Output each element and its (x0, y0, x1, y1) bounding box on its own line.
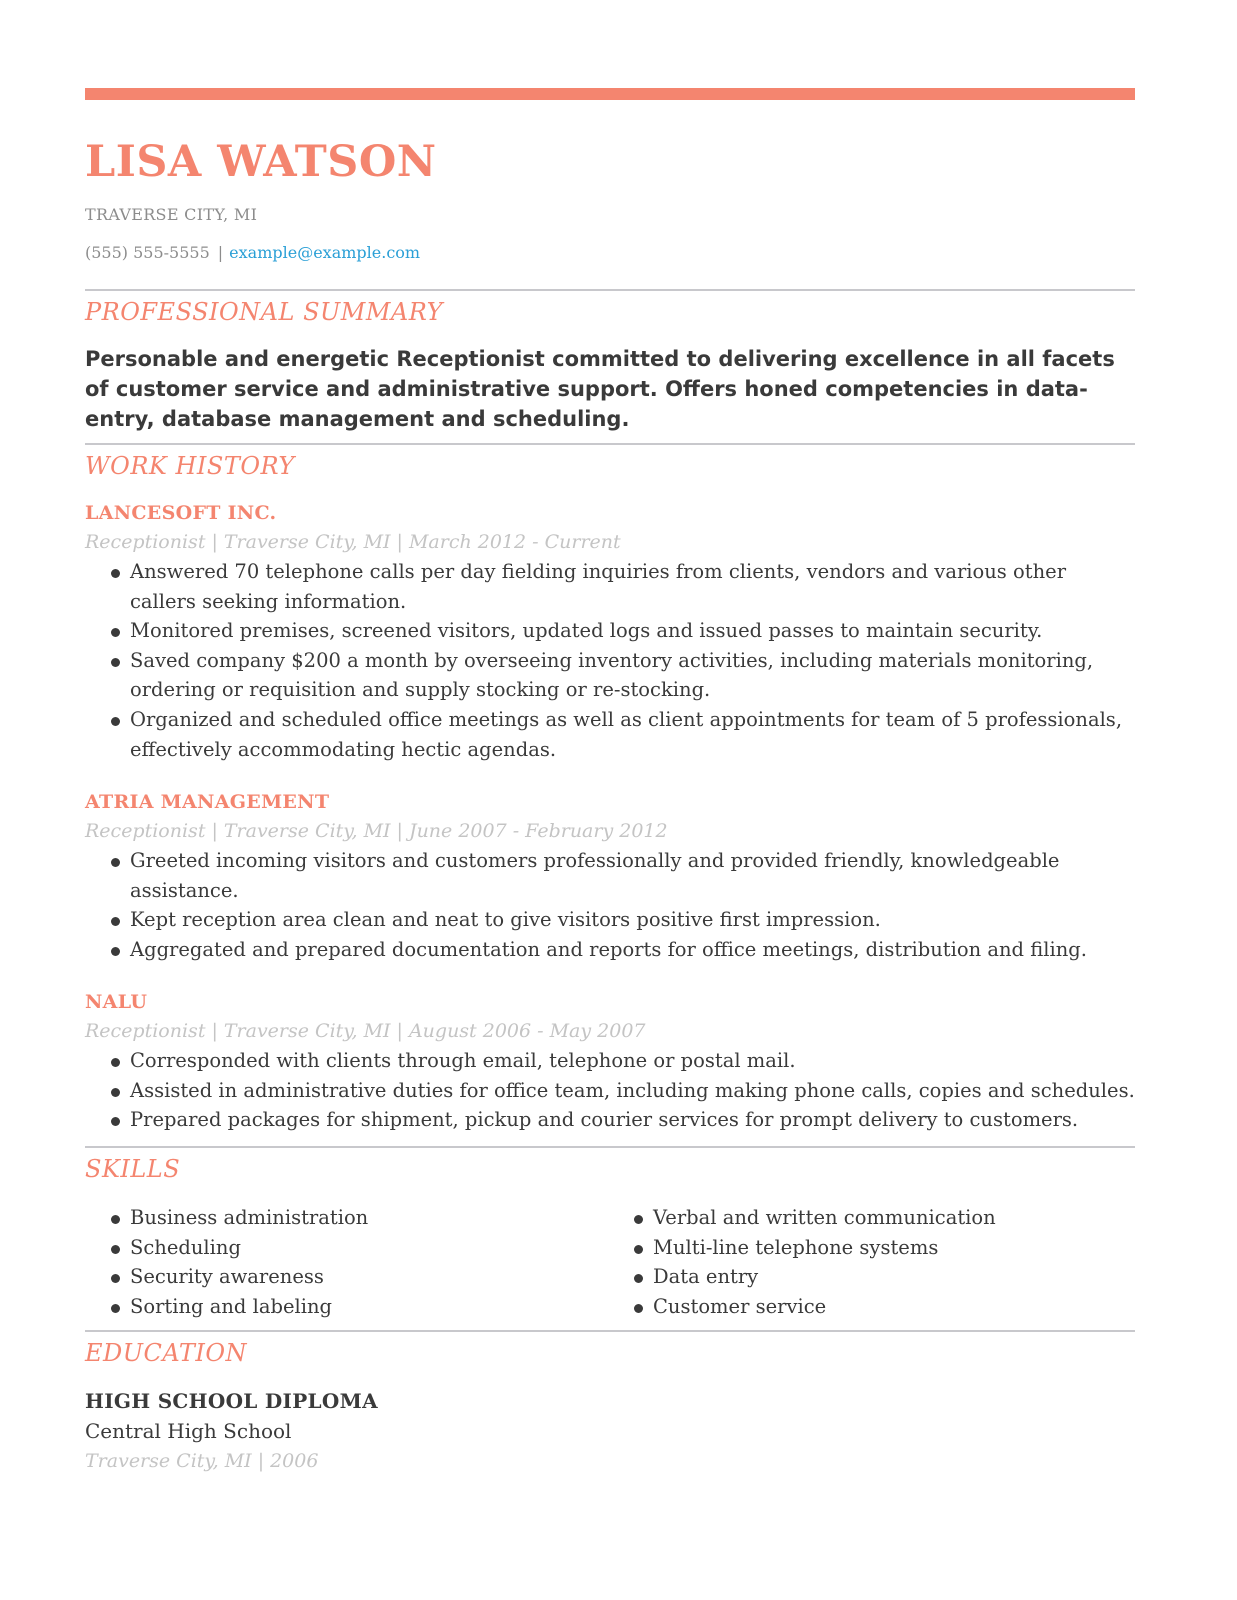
education-location: Traverse City, MI (85, 1450, 252, 1472)
section-divider (85, 289, 1135, 291)
contact-line (85, 243, 420, 262)
list-item: Scheduling (85, 1233, 608, 1263)
list-item: Organized and scheduled office meetings as well as client appointments for team of 5 professionals, effectively accommodating hectic agendas. (85, 705, 1135, 764)
summary-heading: PROFESSIONAL SUMMARY (85, 298, 443, 326)
list-item: Aggregated and prepared documentation and reports for office meetings, distribution and filing. (85, 935, 1135, 965)
list-item: Answered 70 telephone calls per day fielding inquiries from clients, vendors and various other callers seeking information. (85, 557, 1135, 616)
list-item: Saved company $200 a month by overseeing inventory activities, including materials monitoring, ordering or requisition and supply stocking or re-stocking. (85, 646, 1135, 705)
meta-separator: | (211, 820, 218, 842)
list-item: Data entry (608, 1262, 1131, 1292)
section-divider (85, 1330, 1135, 1332)
job-location: Traverse City, MI (223, 531, 391, 553)
job-role: Receptionist (85, 531, 206, 553)
email-link[interactable]: example@example.com (229, 243, 421, 262)
meta-separator: | (396, 531, 403, 553)
meta-separator: | (211, 1020, 218, 1042)
meta-separator: | (396, 1020, 403, 1042)
meta-separator: | (257, 1450, 265, 1472)
skills-heading: SKILLS (85, 1155, 181, 1183)
summary-text: Personable and energetic Receptionist committed to delivering excellence in all facets of customer service and administrative support. Offers honed competencies in data-entry, database management and scheduling. (85, 347, 1115, 431)
job-meta (85, 1016, 1135, 1046)
job-entry-lancesoft (85, 499, 1135, 764)
job-company: LANCESOFT INC. (85, 502, 277, 524)
meta-separator: | (211, 531, 218, 553)
job-bullets (85, 846, 1135, 964)
education-entry (85, 1386, 378, 1476)
job-role: Receptionist (85, 820, 206, 842)
meta-separator: | (396, 820, 403, 842)
list-item: Business administration (85, 1203, 608, 1233)
job-meta (85, 527, 1135, 557)
job-location: Traverse City, MI (223, 820, 391, 842)
list-item: Corresponded with clients through email, telephone or postal mail. (85, 1046, 1135, 1076)
skills-columns (85, 1203, 1135, 1321)
job-company: ATRIA MANAGEMENT (85, 791, 330, 813)
list-item: Kept reception area clean and neat to give visitors positive first impression. (85, 905, 1135, 935)
education-heading: EDUCATION (85, 1339, 248, 1367)
job-location: Traverse City, MI (223, 1020, 391, 1042)
education-year: 2006 (270, 1450, 319, 1472)
education-degree: HIGH SCHOOL DIPLOMA (85, 1389, 378, 1413)
job-dates: June 2007 - February 2012 (408, 820, 668, 842)
job-role: Receptionist (85, 1020, 206, 1042)
accent-top-bar (85, 88, 1135, 100)
list-item: Verbal and written communication (608, 1203, 1131, 1233)
list-item: Greeted incoming visitors and customers professionally and provided friendly, knowledgeable assistance. (85, 846, 1135, 905)
list-item: Customer service (608, 1292, 1131, 1322)
skills-left-column (85, 1203, 608, 1321)
list-item: Prepared packages for shipment, pickup and courier services for prompt delivery to customers. (85, 1105, 1135, 1135)
contact-separator: | (217, 243, 224, 262)
job-meta (85, 816, 1135, 846)
phone-number: (555) 555-5555 (85, 243, 210, 262)
job-bullets (85, 557, 1135, 764)
list-item: Multi-line telephone systems (608, 1233, 1131, 1263)
list-item: Assisted in administrative duties for office team, including making phone calls, copies and schedules. (85, 1076, 1135, 1106)
list-item: Security awareness (85, 1262, 608, 1292)
list-item: Monitored premises, screened visitors, updated logs and issued passes to maintain security. (85, 616, 1135, 646)
skills-right-column (608, 1203, 1131, 1321)
work-history-heading: WORK HISTORY (85, 452, 295, 480)
job-bullets (85, 1046, 1135, 1135)
list-item: Sorting and labeling (85, 1292, 608, 1322)
job-dates: August 2006 - May 2007 (408, 1020, 646, 1042)
education-school: Central High School (85, 1419, 292, 1443)
candidate-city: TRAVERSE CITY, MI (85, 205, 258, 224)
job-entry-nalu (85, 988, 1135, 1135)
section-divider (85, 443, 1135, 445)
candidate-name: LISA WATSON (85, 137, 437, 187)
job-dates: March 2012 - Current (408, 531, 621, 553)
job-company: NALU (85, 991, 148, 1013)
education-meta (85, 1446, 378, 1476)
section-divider (85, 1146, 1135, 1148)
job-entry-atria (85, 788, 1135, 964)
